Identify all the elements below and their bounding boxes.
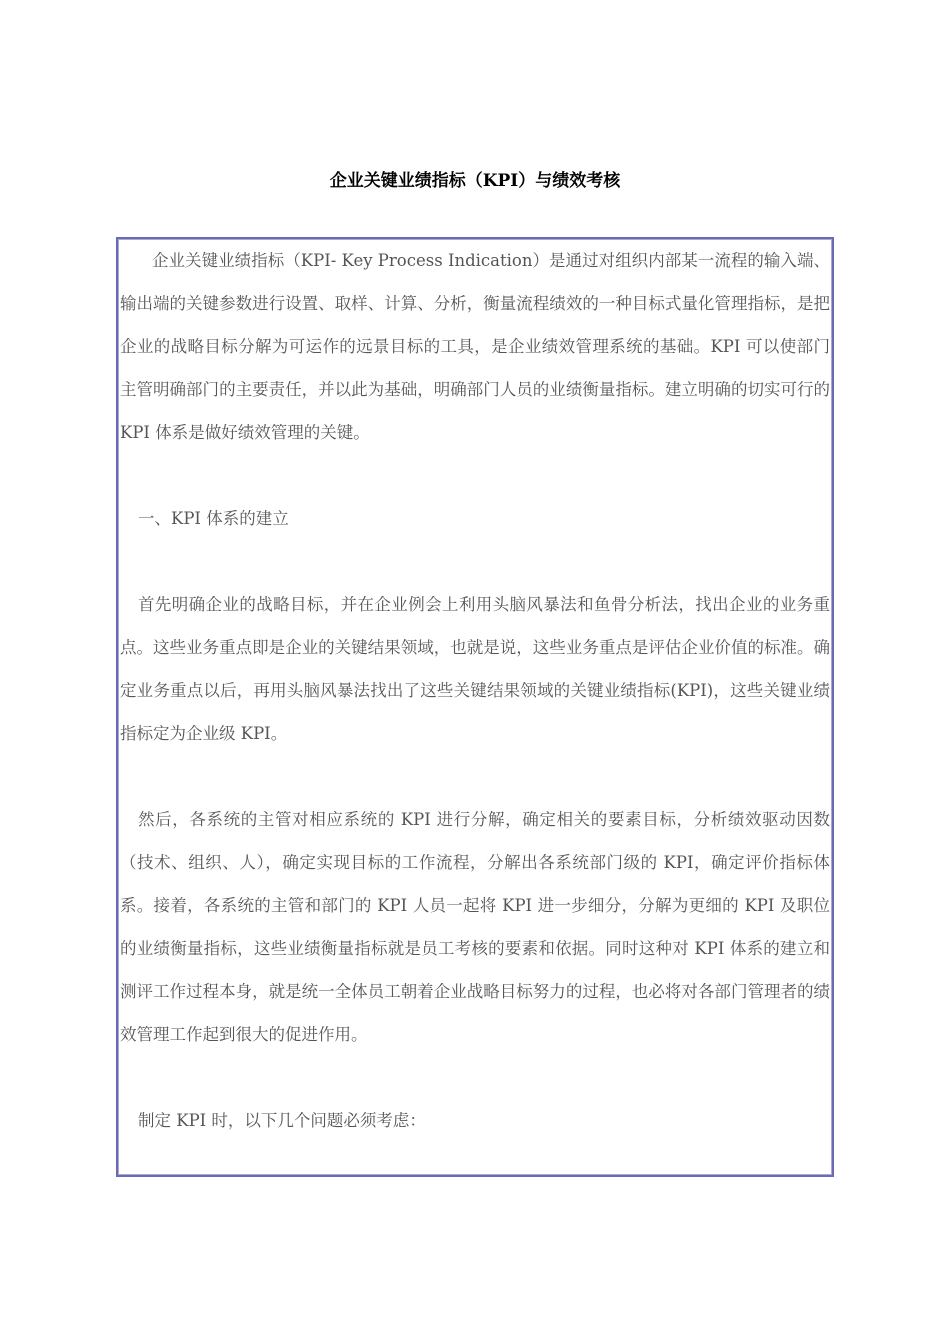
paragraph-gap — [118, 454, 832, 497]
body-paragraph: 然后，各系统的主管对相应系统的 KPI 进行分解，确定相关的要素目标，分析绩效驱动因数（技术、组织、人），确定实现目标的工作流程，分解出各系统部门级的 KPI，确定评价指标体系。接着，各系统的主管和部门的 KPI 人员一起将 KPI 进一步细分，分解为更细的 KPI 及职位的业绩衡量指标，这些业绩衡量指标就是员工考核的要素和依据。同时这种对 KPI 体系的建立和测评工作过程本身，就是统一全体员工朝着企业战略目标努力的过程，也必将对各部门管理者的绩效管理工作起到很大的促进作用。 — [120, 810, 830, 1044]
paragraph-gap — [118, 540, 832, 583]
body-paragraph: 制定 KPI 时，以下几个问题必须考虑： — [138, 1111, 426, 1130]
content-frame — [116, 237, 834, 1177]
paragraph-gap — [118, 755, 832, 798]
document-title: 企业关键业绩指标（KPI）与绩效考核 — [329, 171, 621, 191]
body-paragraph: 首先明确企业的战略目标，并在企业例会上利用头脑风暴法和鱼骨分析法，找出企业的业务重点。这些业务重点即是企业的关键结果领域，也就是说，这些业务重点是评估企业价值的标准。确定业务重点以后，再用头脑风暴法找出了这些关键结果领域的关键业绩指标(KPI)，这些关键业绩指标定为企业级 KPI。 — [120, 595, 830, 743]
paragraph-gap — [118, 1056, 832, 1099]
section-heading: 一、KPI 体系的建立 — [138, 509, 289, 528]
intro-paragraph: 企业关键业绩指标（KPI- Key Process Indication）是通过对组织内部某一流程的输入端、输出端的关键参数进行设置、取样、计算、分析，衡量流程绩效的一种目标式量化管理指标，是把企业的战略目标分解为可运作的远景目标的工具，是企业绩效管理系统的基础。KPI 可以使部门主管明确部门的主要责任，并以此为基础，明确部门人员的业绩衡量指标。建立明确的切实可行的 KPI 体系是做好绩效管理的关键。 — [120, 251, 830, 442]
